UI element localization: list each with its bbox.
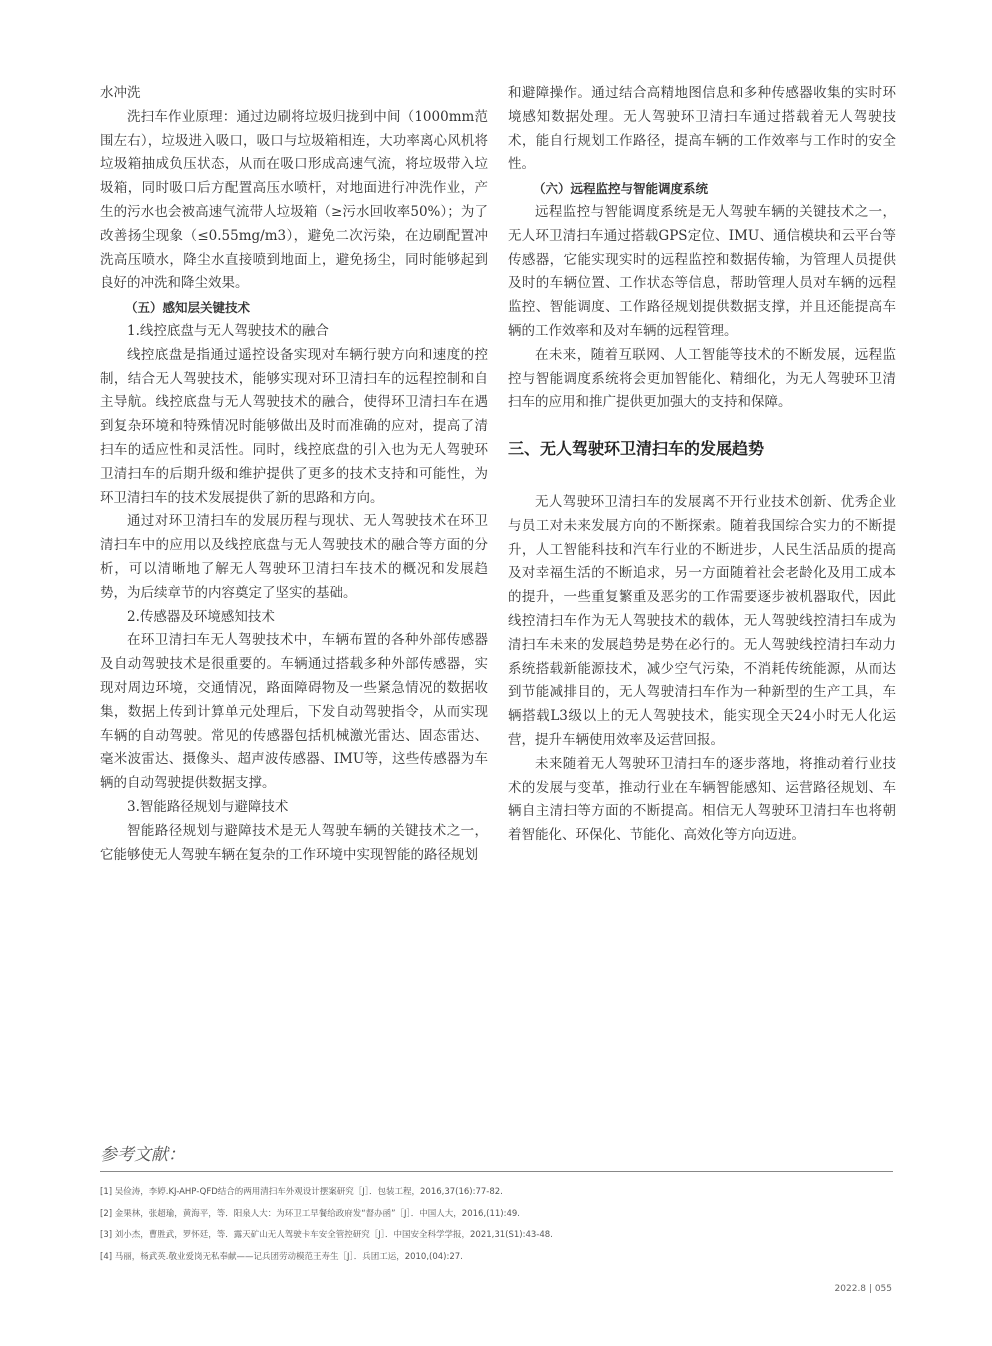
references-list: [100, 1182, 893, 1268]
page-number: 055: [874, 1284, 892, 1294]
reference-item: [2] 金果林，张超瑜，黄海平，等．阳泉人大：为环卫工早餐给政府发“督办函”［J］．中国人大，2016,(11):49.: [100, 1208, 520, 1219]
reference-item: [1] 吴俭涛，李婷.KJ-AHP-QFD结合的两用清扫车外观设计摆案研究［J］．包装工程，2016,37(16):77-82.: [100, 1187, 503, 1197]
body-text: 水冲洗: [100, 85, 141, 101]
references-title: 参考文献：: [100, 1140, 893, 1172]
page-footer: 2022.8 | 055: [834, 1284, 892, 1294]
reference-item: [3] 刘小杰，曹胜武，罗怀廷，等．露天矿山无人驾驶卡车安全管控研究［J］．中国安全科学学报，2021,31(S1):43-48.: [100, 1230, 553, 1240]
section-subheading: （五）感知层关键技术: [125, 300, 251, 316]
body-paragraph: 线控底盘是指通过遥控设备实现对车辆行驶方向和速度的控制，结合无人驾驶技术，能够实现对环卫清扫车的远程控制和自主导航。线控底盘与无人驾驶技术的融合，使得环卫清扫车在遇到复杂环境和特殊情况时能够做出及时而准确的应对，提高了清扫车的适应性和灵活性。同时，线控底盘的引入也为无人驾驶环卫清扫车的后期升级和维护提供了更多的技术支持和可能性，为环卫清扫车的技术发展提供了新的思路和方向。: [100, 346, 488, 506]
reference-item: [4] 马丽，杨武英.敬业爱岗无私奉献——记兵团劳动模范王寿生［J］．兵团工运，2010,(04):27.: [100, 1251, 463, 1262]
body-paragraph: 无人驾驶环卫清扫车的发展离不开行业技术创新、优秀企业与员工对未来发展方向的不断探索。随着我国综合实力的不断提升，人工智能科技和汽车行业的不断进步，人民生活品质的提高及对幸福生活的不断追求，另一方面随着社会老龄化及用工成本的提升，一些重复繁重及恶劣的工作需要逐步被机器取代，因此线控清扫车作为无人驾驶技术的载体，无人驾驶线控清扫车成为清扫车未来的发展趋势是势在必行的。无人驾驶线控清扫车动力系统搭载新能源技术，减少空气污染，不消耗传统能源，从而达到节能减排目的，无人驾驶清扫车作为一种新型的生产工具，车辆搭载L3级以上的无人驾驶技术，能实现全天24小时无人化运营，提升车辆使用效率及运营回报。: [508, 493, 896, 748]
body-paragraph: 通过对环卫清扫车的发展历程与现状、无人驾驶技术在环卫清扫车中的应用以及线控底盘与无人驾驶技术的融合等方面的分析，可以清晰地了解无人驾驶环卫清扫车技术的概况和发展趋势，为后续章节的内容奠定了坚实的基础。: [100, 513, 488, 601]
section-heading: 三、无人驾驶环卫清扫车的发展趋势: [508, 439, 765, 459]
body-paragraph: 智能路径规划与避障技术是无人驾驶车辆的关键技术之一，它能够使无人驾驶车辆在复杂的工作环境中实现智能的路径规划: [100, 822, 488, 863]
references-section: [100, 1140, 893, 1268]
body-text: 和避障操作。通过结合高精地图信息和多种传感器收集的实时环境感知数据处理。无人驾驶环卫清扫车通过搭载着无人驾驶技术，能自行规划工作路径，提高车辆的工作效率与工作时的安全性。: [508, 85, 896, 173]
subsection-heading: 3.智能路径规划与避障技术: [127, 798, 289, 815]
section-subheading: （六）远程监控与智能调度系统: [533, 181, 709, 197]
body-paragraph: 远程监控与智能调度系统是无人驾驶车辆的关键技术之一，无人环卫清扫车通过搭载GPS定位、IMU、通信模块和云平台等传感器，它能实现实时的远程监控和数据传输，为管理人员提供及时的车辆位置、工作状态等信息，帮助管理人员对车辆的远程监控、智能调度、工作路径规划提供数据支撑，并且还能提高车辆的工作效率和及对车辆的远程管理。: [508, 203, 896, 339]
body-paragraph: 在未来，随着互联网、人工智能等技术的不断发展，远程监控与智能调度系统将会更加智能化、精细化，为无人驾驶环卫清扫车的应用和推广提供更加强大的支持和保障。: [508, 346, 896, 411]
left-column: [100, 82, 488, 867]
issue-number: 2022.8: [834, 1284, 867, 1294]
right-column: [508, 82, 896, 848]
body-paragraph: 未来随着无人驾驶环卫清扫车的逐步落地，将推动着行业技术的发展与变革，推动行业在车辆智能感知、运营路径规划、车辆自主清扫等方面的不断提高。相信无人驾驶环卫清扫车也将朝着智能化、环保化、节能化、高效化等方向迈进。: [508, 755, 896, 844]
subsection-heading: 2.传感器及环境感知技术: [127, 608, 275, 625]
subsection-heading: 1.线控底盘与无人驾驶技术的融合: [127, 322, 329, 339]
body-paragraph: 在环卫清扫车无人驾驶技术中，车辆布置的各种外部传感器及自动驾驶技术是很重要的。车辆通过搭载多种外部传感器，实现对周边环境，交通情况，路面障碍物及一些紧急情况的数据收集，数据上传到计算单元处理后，下发自动驾驶指令，从而实现车辆的自动驾驶。常见的传感器包括机械激光雷达、固态雷达、毫米波雷达、摄像头、超声波传感器、IMU等，这些传感器为车辆的自动驾驶提供数据支撑。: [100, 632, 488, 792]
body-paragraph: 洗扫车作业原理：通过边刷将垃圾归拢到中间（1000mm范围左右），垃圾进入吸口，吸口与垃圾箱相连，大功率离心风机将垃圾箱抽成负压状态，从而在吸口形成高速气流，将垃圾带入垃圾箱，同时吸口后方配置高压水喷杆，对地面进行冲洗作业，产生的污水也会被高速气流带人垃圾箱（≥污水回收率50%）；为了改善扬尘现象（≤0.55mg/m3），避免二次污染，在边刷配置冲洗高压喷水，降尘水直接喷到地面上，避免扬尘，同时能够起到良好的冲洗和降尘效果。: [100, 108, 488, 292]
